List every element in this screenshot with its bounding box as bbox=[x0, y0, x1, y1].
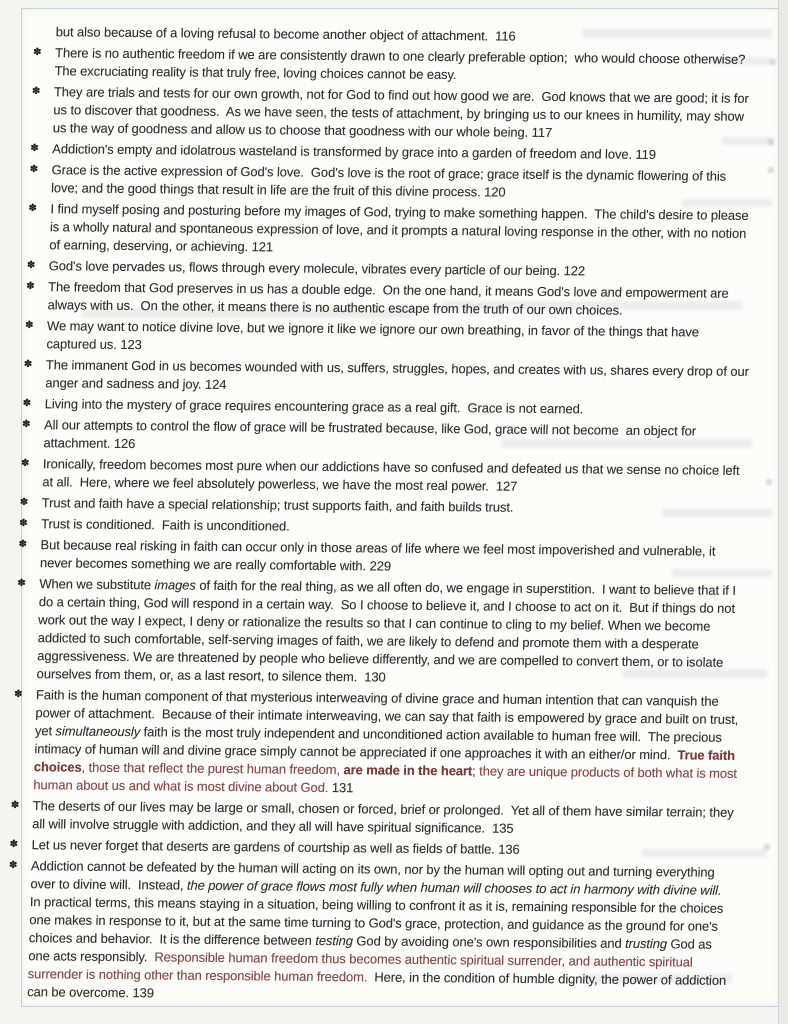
bullet-icon: ✽ bbox=[21, 418, 31, 431]
quote-text bbox=[45, 356, 753, 399]
bullet-icon: ✽ bbox=[10, 799, 20, 812]
bullet-icon: ✽ bbox=[24, 319, 34, 332]
quote-segment: images bbox=[154, 577, 197, 593]
quote-segment: When we substitute bbox=[39, 576, 155, 593]
quote-segment: Let us never forget that deserts are gardens of courtship as well as fields of battle. 136 bbox=[31, 837, 520, 857]
bullet-icon: ✽ bbox=[29, 163, 39, 176]
bullet-icon: ✽ bbox=[31, 85, 41, 98]
quote-item bbox=[31, 83, 758, 144]
bullet-icon: ✽ bbox=[18, 538, 27, 551]
quote-segment: The immanent God in us becomes wounded with us, suffers, struggles, hopes, and creates with us, shares every drop of our anger and sadness and joy. 124 bbox=[45, 357, 753, 392]
quote-item bbox=[5, 857, 735, 1008]
quote-segment: Here, in the condition of humble dignity, the power of addiction can be overcome. 139 bbox=[27, 969, 730, 1001]
quotes-list bbox=[5, 23, 760, 1011]
bullet-icon: ✽ bbox=[8, 859, 18, 872]
quote-segment: but also because of a loving refusal to become another object of attachment. 116 bbox=[55, 24, 516, 44]
quote-segment: the power of grace flows most fully when human will chooses to act in harmony with divine will. bbox=[186, 877, 722, 898]
quote-text bbox=[43, 416, 748, 459]
quote-text bbox=[40, 536, 745, 579]
quote-item bbox=[24, 317, 751, 360]
quote-segment: faith is the most truly independent and unconditioned action available to human free will. The precious intimacy of human will and divine grace simply cannot be appreciated if one approaches it with an either/or mind. bbox=[34, 724, 726, 763]
bleedthrough-ghost-bullet bbox=[768, 167, 774, 173]
quote-segment: The freedom that God preserves in us has a double edge. On the one hand, it means God's love and empowerment are always with us. On the other, it means there is no authentic escape from the truth of our own choices. bbox=[47, 279, 733, 318]
quote-segment: ; they are unique products of both what is most human about us and what is most divine about God. bbox=[33, 763, 741, 796]
quote-segment: simultaneously bbox=[55, 723, 141, 740]
quote-text bbox=[33, 686, 740, 801]
bullet-icon: ✽ bbox=[17, 577, 26, 590]
bullet-icon: ✽ bbox=[13, 688, 23, 701]
quote-segment: They are trials and tests for our own growth, not for God to find out how good we are. God knows that we are good; it is for us to discover that goodness. As we have seen, the tests of attachment, by bringing us to our knees in humility, may show us the way of goodness and allow us to choose that goodness with our whole being. 117 bbox=[52, 84, 753, 140]
quote-segment: Grace is the active expression of God's love. God's love is the root of grace; grace itself is the dynamic flowering of this love; and the good things that result in life are the fruit of this divine process. 120 bbox=[50, 162, 730, 200]
bullet-icon: ✽ bbox=[9, 838, 19, 851]
quote-segment: Trust and faith have a special relationship; trust supports faith, and faith builds trust. bbox=[41, 495, 514, 515]
quote-segment: 131 bbox=[328, 780, 354, 796]
quote-text bbox=[27, 857, 735, 1008]
bullet-icon: ✽ bbox=[26, 280, 35, 293]
quote-item bbox=[23, 356, 753, 399]
quote-text bbox=[46, 317, 751, 360]
quote-segment: We may want to notice divine love, but we ignore it like we ignore our own breathing, in favor of the things that have captured us. 123 bbox=[46, 318, 703, 353]
quote-segment: Ironically, freedom becomes most pure when our addictions have so confused and defeated us that we sense no choice left at all. Here, where we feel absolutely powerless, we have the most real power. 127 bbox=[42, 456, 744, 494]
bleedthrough-ghost-bullet bbox=[764, 844, 770, 850]
bleedthrough-ghost-bullet bbox=[768, 139, 774, 145]
scan-edge-shadow bbox=[778, 0, 788, 1024]
quote-item bbox=[20, 455, 747, 498]
bleedthrough-ghost-bullet bbox=[770, 59, 776, 65]
quote-segment: testing bbox=[315, 932, 354, 949]
quote-segment: are made in the heart bbox=[343, 762, 473, 779]
quote-text bbox=[51, 161, 756, 204]
bullet-icon: ✽ bbox=[19, 496, 29, 509]
quote-segment: Responsible human freedom thus becomes authentic spiritual surrender, and authentic spiritual surrender is nothing other than responsible human freedom. bbox=[27, 949, 697, 985]
quote-item bbox=[18, 536, 745, 579]
quote-text bbox=[36, 575, 743, 690]
quote-segment: of faith for the real thing, as we all often do, we engage in superstition. I want to believe that if I do a certain thing, God will respond in a certain way. So I choose to believe it, and I choose to act on it. But if things do not work out the way I expect, I deny or rationalize the results so that I can continue to cling to my belief. When we become addicted to such comfortable, self-serving images of faith, we are likely to defend and promote them with a desperate aggressiveness. We are threatened by people who believe differently, and we are compelled to convert them, or to isolate ourselves from them, or, as a last resort, to silence them. 130 bbox=[36, 577, 740, 685]
quote-segment: Faith is the human component of that mysterious interweaving of divine grace and human intention that can vanquish the power of attachment. Because of their intimate interweaving, we can say that faith is empowered by grace and built on trust, yet bbox=[34, 687, 742, 739]
quote-item bbox=[25, 278, 752, 321]
bullet-icon: ✽ bbox=[26, 259, 36, 272]
quote-item bbox=[21, 416, 748, 459]
quote-segment: , those that reflect the purest human freedom, bbox=[81, 759, 344, 778]
quote-segment: God as one acts responsibly. bbox=[28, 936, 716, 965]
quote-segment: But because real risking in faith can occur only in those areas of life where we feel most impoverished and vulnerable, it never becomes something we are really comfortable with. 229 bbox=[39, 537, 720, 574]
paper-sheet bbox=[8, 8, 780, 1007]
bullet-icon: ✽ bbox=[30, 142, 39, 155]
quote-segment: In practical terms, this means staying in a situation, being willing to confront it as it is, remaining responsible for the choices one makes in response to it, but at the same time turning to God's grace, protection, and guidance as the ground for one's choices and behavior. It is the difference between bbox=[28, 882, 729, 948]
bullet-icon: ✽ bbox=[23, 358, 33, 371]
quote-segment: There is no authentic freedom if we are consistently drawn to one clearly preferable option; who would choose otherwise? The excruciating reality is that truly free, loving choices cannot be easy. bbox=[54, 45, 753, 83]
bullet-icon: ✽ bbox=[22, 397, 32, 410]
quote-segment: Living into the mystery of grace requires encountering grace as a real gift. Grace is not earned. bbox=[44, 396, 584, 417]
quote-segment: God's love pervades us, flows through every molecule, vibrates every particle of our being. 122 bbox=[48, 258, 586, 279]
quote-item bbox=[29, 161, 756, 204]
quote-item bbox=[11, 686, 740, 801]
quote-segment: I find myself posing and posturing before my images of God, trying to make something happen. The child's desire to please is a wholly natural and spontaneous expression of love, and it prompts a natural loving response in the other, with no notion of earning, deserving, or achieving. 121 bbox=[49, 201, 753, 255]
quote-segment: The deserts of our lives may be large or small, chosen or forced, brief or prolonged. Yet all of them have similar terrain; they all will involve struggle with addiction, and they all will have spiritual significance. 135 bbox=[32, 798, 738, 836]
quote-text bbox=[42, 455, 747, 498]
bleedthrough-ghost-bullet bbox=[766, 479, 772, 485]
quote-item bbox=[14, 575, 743, 690]
quote-text bbox=[54, 44, 759, 87]
quote-segment: Addiction's empty and idolatrous wasteland is transformed by grace into a garden of freedom and love. 119 bbox=[52, 141, 657, 163]
quote-item bbox=[27, 200, 754, 261]
quote-segment: trusting bbox=[624, 935, 668, 952]
bullet-icon: ✽ bbox=[18, 517, 28, 530]
quote-segment: True faith choices bbox=[33, 747, 739, 775]
quote-text bbox=[53, 83, 758, 144]
quote-segment: Addiction cannot be defeated by the human will acting on its own, nor by the human will opting out and turning everything over to divine will. Instead, bbox=[30, 858, 719, 893]
quote-item bbox=[32, 44, 759, 87]
quote-segment: God by avoiding one's own responsibilities and bbox=[352, 933, 626, 951]
quote-text bbox=[47, 278, 752, 321]
quote-segment: All our attempts to control the flow of grace will be frustrated because, like God, grace will not become an object for attachment. 126 bbox=[43, 417, 700, 452]
quote-text bbox=[32, 797, 737, 840]
bullet-icon: ✽ bbox=[28, 202, 37, 215]
quote-text bbox=[49, 200, 754, 261]
quote-item bbox=[10, 797, 737, 840]
bullet-icon: ✽ bbox=[32, 46, 42, 59]
bullet-icon: ✽ bbox=[20, 457, 30, 470]
quote-segment: Trust is conditioned. Faith is unconditioned. bbox=[40, 516, 290, 534]
